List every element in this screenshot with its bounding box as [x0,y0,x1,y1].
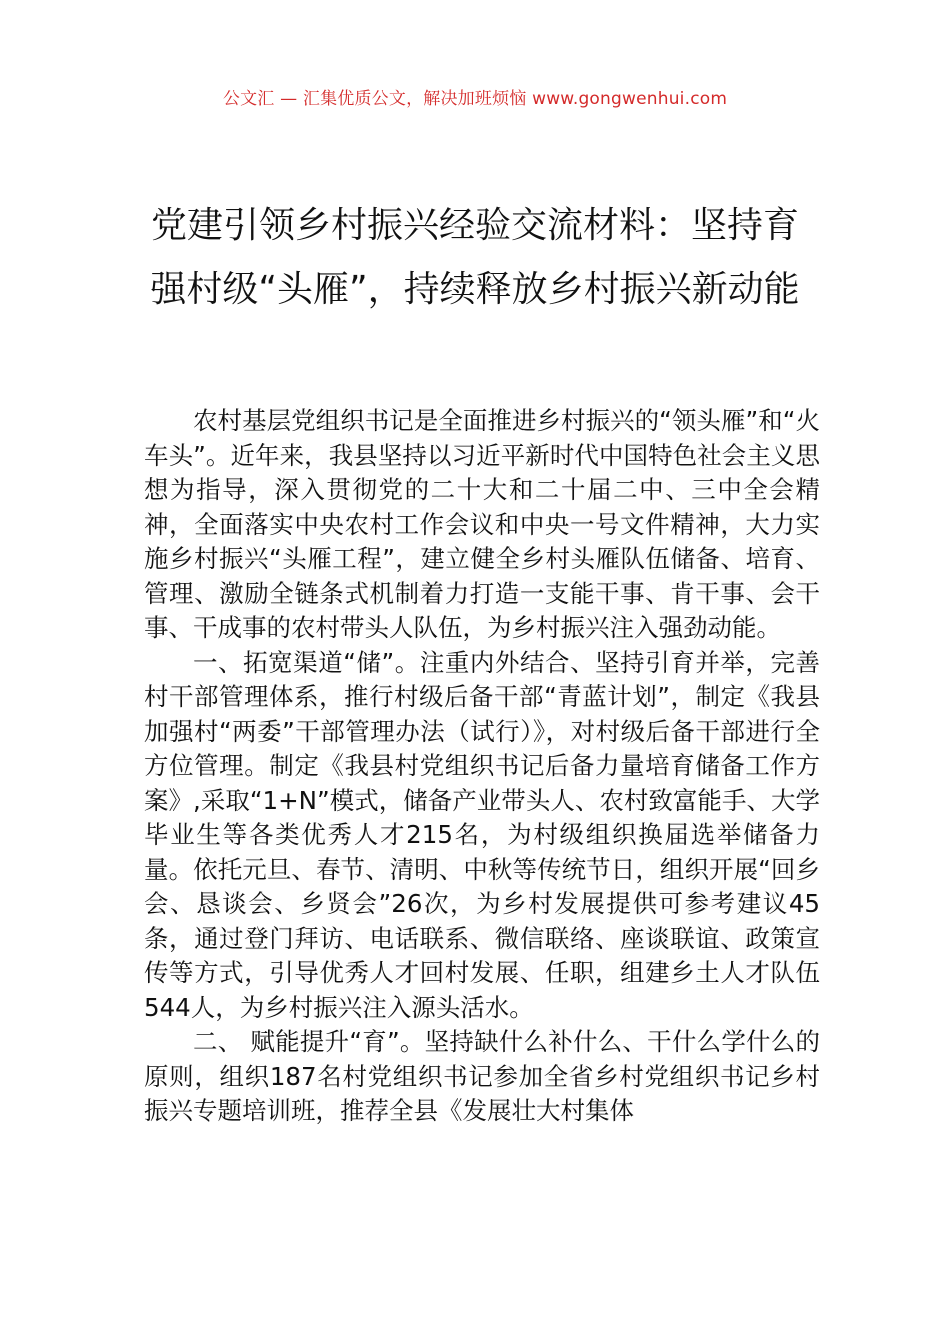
paragraph-section-2: 二、 赋能提升“育”。坚持缺什么补什么、干什么学什么的原则，组织187名村党组织书记参加全省乡村党组织书记乡村振兴专题培训班，推荐全县《发展壮大村集体 [144,1027,820,1125]
site-header-banner: 公文汇 — 汇集优质公文，解决加班烦恼 www.gongwenhui.com [222,89,728,109]
document-title: 党建引领乡村振兴经验交流材料：坚持育强村级“头雁”，持续释放乡村振兴新动能 [150,205,800,311]
paragraph-intro: 农村基层党组织书记是全面推进乡村振兴的“领头雁”和“火车头”。近年来，我县坚持以习近平新时代中国特色社会主义思想为指导，深入贯彻党的二十大和二十届二中、三中全会精神，全面落实中央农村工作会议和中央一号文件精神，大力实施乡村振兴“头雁工程”，建立健全乡村头雁队伍储备、培育、管理、激励全链条式机制着力打造一支能干事、肯干事、会干事、干成事的农村带头人队伍，为乡村振兴注入强劲动能。 [144,406,820,642]
paragraph-section-1: 一、拓宽渠道“储”。注重内外结合、坚持引育并举，完善村干部管理体系，推行村级后备干部“青蓝计划”，制定《我县加强村“两委”干部管理办法（试行）》，对村级后备干部进行全方位管理。制定《我县村党组织书记后备力量培育储备工作方案》,采取“1+N”模式，储备产业带头人、农村致富能手、大学毕业生等各类优秀人才215名，为村级组织换届选举储备力量。依托元旦、春节、清明、中秋等传统节日，组织开展“回乡会、恳谈会、乡贤会”26次，为乡村发展提供可参考建议45条，通过登门拜访、电话联系、微信联络、座谈联谊、政策宣传等方式，引导优秀人才回村发展、任职，组建乡土人才队伍544人，为乡村振兴注入源头活水。 [144,647,820,1022]
document-body [144,404,820,1129]
